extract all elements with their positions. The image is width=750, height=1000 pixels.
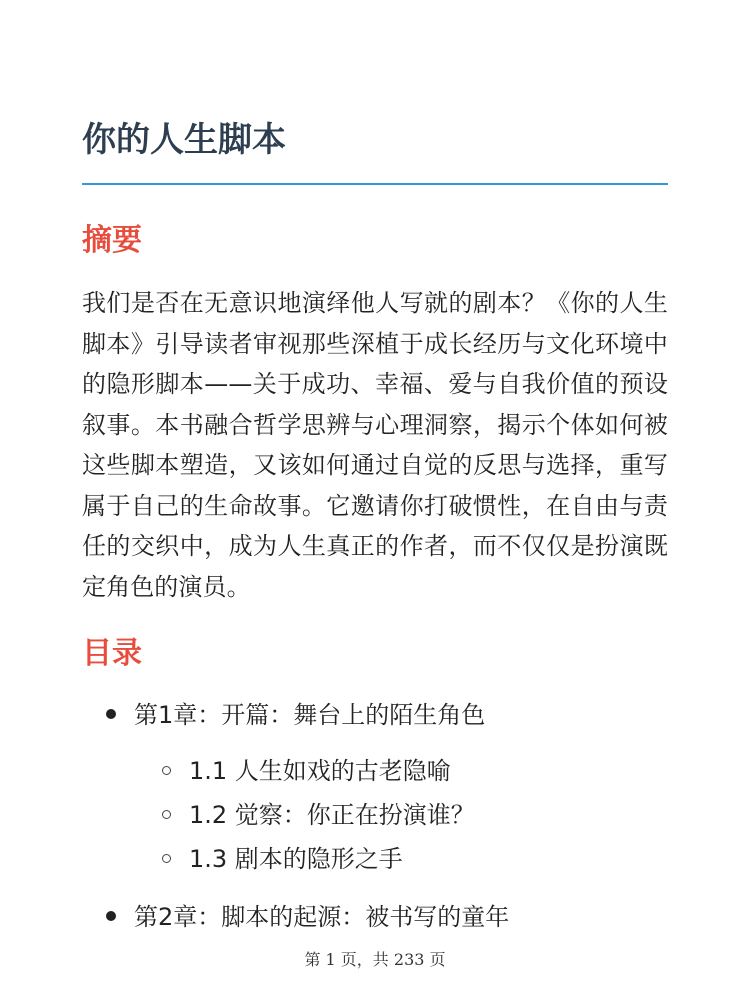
page-number-footer: 第 1 页，共 233 页	[304, 950, 446, 969]
toc-section-label: 1.2 觉察：你正在扮演谁？	[189, 801, 475, 829]
title-divider	[82, 183, 668, 185]
toc-section-label: 1.3 剧本的隐形之手	[189, 845, 403, 873]
toc-section-1-1[interactable]	[189, 753, 451, 789]
bullet-icon	[106, 709, 116, 719]
toc-chapter-label: 第2章：脚本的起源：被书写的童年	[134, 903, 510, 931]
hollow-bullet-icon	[162, 766, 171, 775]
toc-chapter-2[interactable]	[134, 899, 509, 935]
toc-section-1-2[interactable]	[189, 797, 475, 833]
toc-section-1-3[interactable]	[189, 841, 403, 877]
hollow-bullet-icon	[162, 810, 171, 819]
toc-heading: 目录	[82, 636, 142, 671]
document-page	[82, 0, 668, 1000]
toc-chapter-1[interactable]	[134, 697, 485, 733]
toc-section-label: 1.1 人生如戏的古老隐喻	[189, 757, 451, 785]
book-title: 你的人生脚本	[82, 120, 286, 160]
bullet-icon	[106, 911, 116, 921]
summary-paragraph: 我们是否在无意识地演绎他人写就的剧本？《你的人生脚本》引导读者审视那些深植于成长经历与文化环境中的隐形脚本——关于成功、幸福、爱与自我价值的预设叙事。本书融合哲学思辨与心理洞察，揭示个体如何被这些脚本塑造，又该如何通过自觉的反思与选择，重写属于自己的生命故事。它邀请你打破惯性，在自由与责任的交织中，成为人生真正的作者，而不仅仅是扮演既定角色的演员。	[82, 289, 668, 601]
toc-chapter-label: 第1章：开篇：舞台上的陌生角色	[134, 701, 486, 729]
hollow-bullet-icon	[162, 854, 171, 863]
summary-heading: 摘要	[82, 223, 142, 258]
